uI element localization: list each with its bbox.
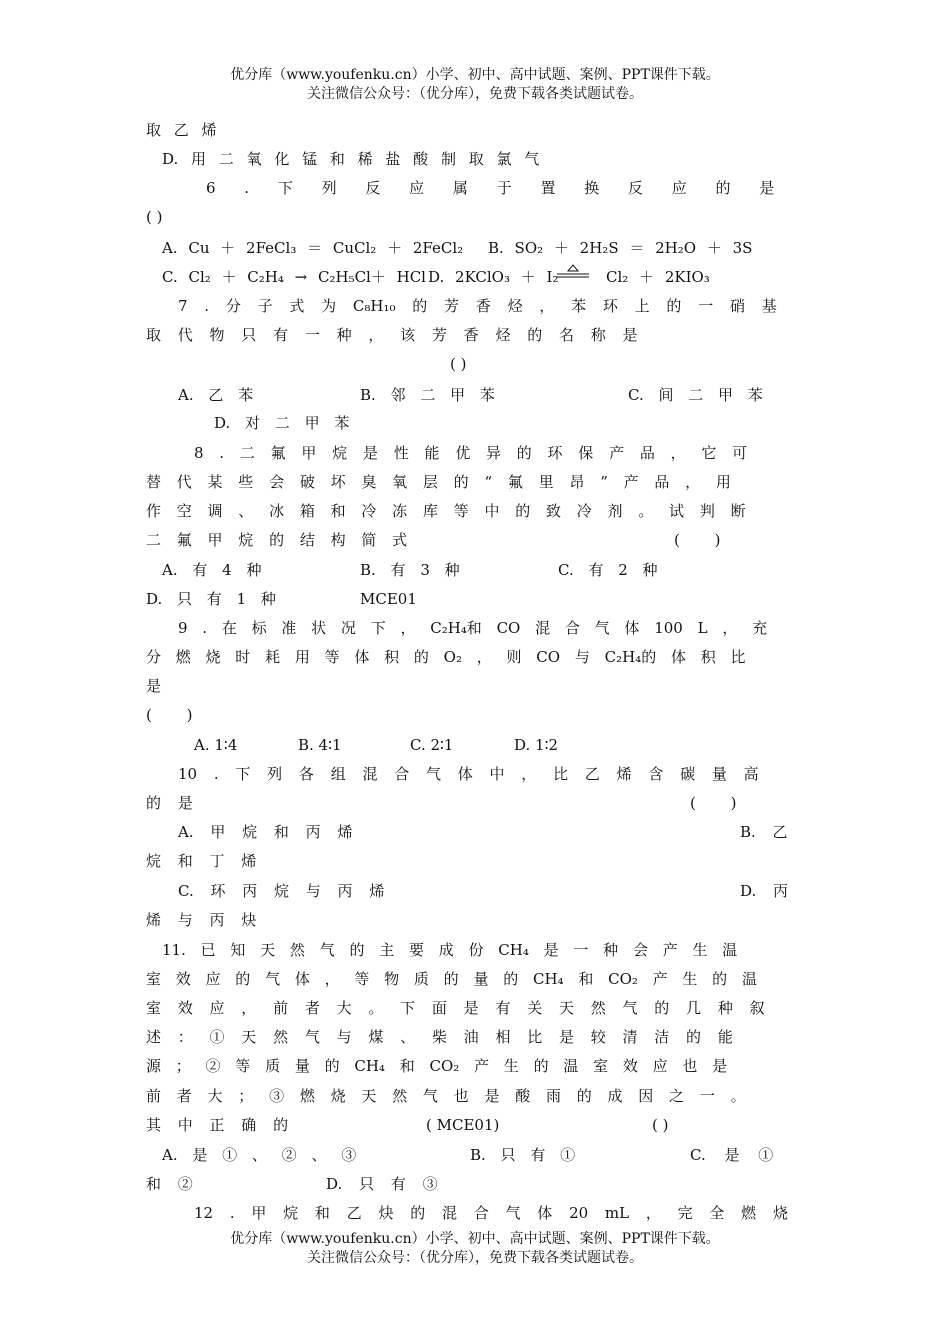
question-11-cont: 室 效 应 ， 前 者 大 。 下 面 是 有 关 天 然 气 的 几 种 叙 <box>146 999 765 1017</box>
text-line: 取 乙 烯 <box>146 121 217 139</box>
answer-paren: ( ) <box>146 208 163 226</box>
option-c: C. 有 2 种 <box>558 561 658 579</box>
option-b: B. 有 3 种 <box>360 561 460 579</box>
option-c: C. 间 二 甲 苯 <box>628 386 763 404</box>
option-d: D. 2KClO₃ ＋ I₂ <box>428 268 559 286</box>
option-d: D. 只 有 1 种 <box>146 590 276 608</box>
source-tag: ( MCE01) <box>426 1116 500 1134</box>
question-11: 11. 已 知 天 然 气 的 主 要 成 份 CH₄ 是 一 种 会 产 生 温 <box>162 941 738 959</box>
option-d: D. 对 二 甲 苯 <box>214 414 350 432</box>
footer-line-2: 关注微信公众号：（优分库），免费下载各类试题试卷。 <box>307 1250 643 1266</box>
option-c: C. 是 ① <box>690 1146 774 1164</box>
question-9-cont: 是 <box>146 677 162 695</box>
option-a: A. 甲 烷 和 丙 烯 <box>178 823 353 841</box>
option-c: C. 环 丙 烷 与 丙 烯 <box>178 882 385 900</box>
page-footer <box>0 1230 950 1268</box>
option-b-cont: 烷 和 丁 烯 <box>146 852 257 870</box>
option-d: D. 只 有 ③ <box>326 1175 438 1193</box>
question-11-cont: 其 中 正 确 的 <box>146 1116 289 1134</box>
option-b: B. 4∶1 <box>298 736 342 754</box>
option-b: B. 乙 <box>740 823 788 841</box>
question-9: 9 . 在 标 准 状 况 下 ， C₂H₄和 CO 混 合 气 体 100 L ， 充 <box>178 619 768 637</box>
heat-equals-icon <box>556 263 590 279</box>
option-c-cont: 和 ② <box>146 1175 193 1193</box>
answer-paren: ( ) <box>450 355 467 373</box>
option-d-products: Cl₂ ＋ 2KIO₃ <box>606 268 710 286</box>
question-9-cont: 分 燃 烧 时 耗 用 等 体 积 的 O₂ ， 则 CO 与 C₂H₄的 体 积 比 <box>146 648 746 666</box>
option-a: A. 是 ① 、 ② 、 ③ <box>162 1146 357 1164</box>
option-a: A. 有 4 种 <box>162 561 262 579</box>
question-11-cont: 室 效 应 的 气 体 ， 等 物 质 的 量 的 CH₄ 和 CO₂ 产 生 的 温 <box>146 970 757 988</box>
option-d: D. 1∶2 <box>514 736 559 754</box>
option-a: A. 1∶4 <box>194 736 238 754</box>
question-11-cont: 述 ： ① 天 然 气 与 煤 、 柴 油 相 比 是 较 清 洁 的 能 <box>146 1028 733 1046</box>
question-8-cont: 二 氟 甲 烷 的 结 构 简 式 <box>146 531 408 549</box>
question-12: 12 . 甲 烷 和 乙 炔 的 混 合 气 体 20 mL ， 完 全 燃 烧 <box>194 1204 788 1222</box>
answer-paren: ( ) <box>674 531 721 549</box>
header-line-2: 关注微信公众号：（优分库），免费下载各类试题试卷。 <box>307 86 643 102</box>
option-b: B. 邻 二 甲 苯 <box>360 386 495 404</box>
option-b: B. 只 有 ① <box>470 1146 576 1164</box>
question-11-cont: 前 者 大 ； ③ 燃 烧 天 然 气 也 是 酸 雨 的 成 因 之 一 。 <box>146 1087 746 1105</box>
option-d: D. 丙 <box>740 882 789 900</box>
option-b: B. SO₂ ＋ 2H₂S ＝ 2H₂O ＋ 3S <box>488 239 753 257</box>
question-7: 7 . 分 子 式 为 C₈H₁₀ 的 芳 香 烃 ， 苯 环 上 的 一 硝 基 <box>178 297 777 315</box>
question-8-cont: 替 代 某 些 会 破 坏 臭 氧 层 的 “ 氟 里 昂 ” 产 品 ， 用 <box>146 473 731 491</box>
question-6: 6 . 下 列 反 应 属 于 置 换 反 应 的 是 <box>206 179 775 197</box>
option-c: C. 2∶1 <box>410 736 454 754</box>
answer-paren: ( ) <box>146 706 193 724</box>
question-8: 8 . 二 氟 甲 烷 是 性 能 优 异 的 环 保 产 品 ， 它 可 <box>194 444 748 462</box>
page-header <box>0 66 950 104</box>
header-line-1: 优分库（www.youfenku.cn）小学、初中、高中试题、案例、PPT课件下载。 <box>230 67 720 83</box>
option-a: A. 乙 苯 <box>178 386 254 404</box>
question-10: 10 . 下 列 各 组 混 合 气 体 中 ， 比 乙 烯 含 碳 量 高 <box>178 765 759 783</box>
source-tag: MCE01 <box>360 590 417 608</box>
option-d-cont: 烯 与 丙 炔 <box>146 911 257 929</box>
question-10-cont: 的 是 <box>146 794 193 812</box>
answer-paren: ( ) <box>652 1116 669 1134</box>
answer-paren: ( ) <box>690 794 737 812</box>
option-d: D. 用 二 氧 化 锰 和 稀 盐 酸 制 取 氯 气 <box>162 150 540 168</box>
question-7-cont: 取 代 物 只 有 一 种 ， 该 芳 香 烃 的 名 称 是 <box>146 326 638 344</box>
footer-line-1: 优分库（www.youfenku.cn）小学、初中、高中试题、案例、PPT课件下载。 <box>230 1231 720 1247</box>
question-11-cont: 源 ； ② 等 质 量 的 CH₄ 和 CO₂ 产 生 的 温 室 效 应 也 是 <box>146 1057 728 1075</box>
option-a: A. Cu ＋ 2FeCl₃ ＝ CuCl₂ ＋ 2FeCl₂ <box>162 239 464 257</box>
question-8-cont: 作 空 调 、 冰 箱 和 冷 冻 库 等 中 的 致 冷 剂 。 试 判 断 <box>146 502 746 520</box>
option-c: C. Cl₂ ＋ C₂H₄ → C₂H₅Cl＋ HCl <box>162 268 426 286</box>
